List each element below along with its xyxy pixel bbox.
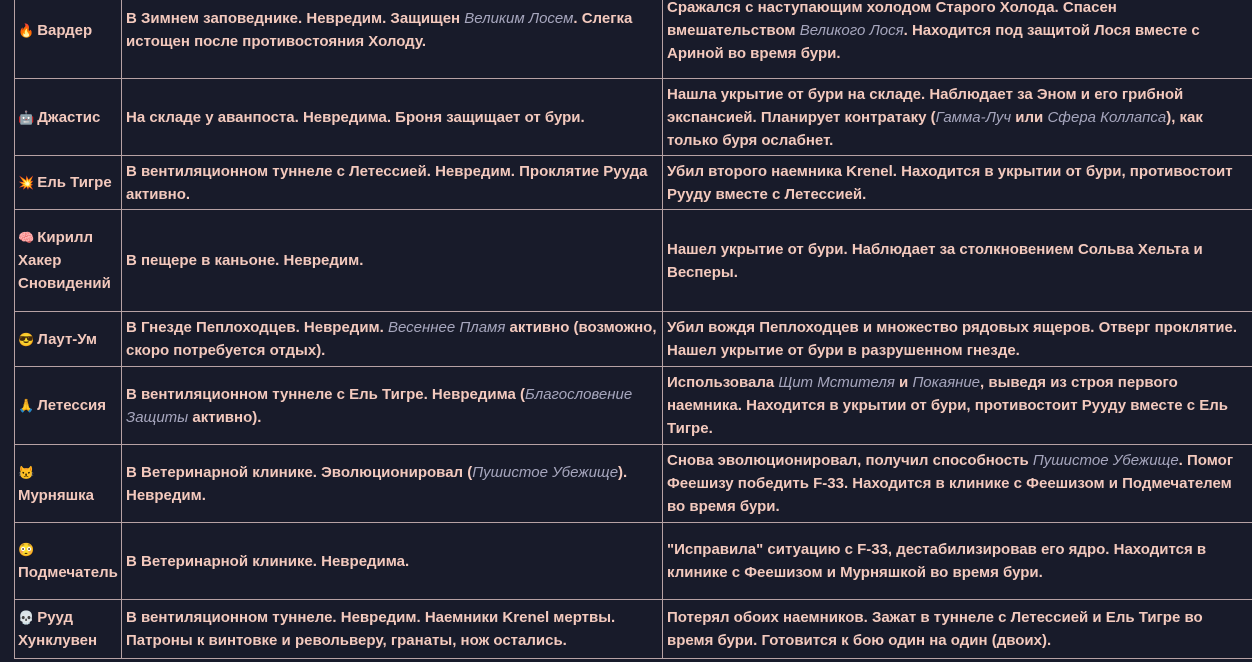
character-name: Мурняшка	[18, 486, 94, 504]
text-fragment: и	[894, 374, 913, 391]
status-text	[126, 163, 647, 203]
ability-name: Гамма-Луч	[935, 108, 1012, 126]
ability-name: Весеннее Пламя	[387, 319, 506, 336]
table-row	[15, 600, 1252, 659]
ability-name: Великого Лося	[799, 21, 904, 39]
character-name: Джастис	[37, 108, 101, 126]
character-status-table-container	[14, 0, 1252, 659]
status-cell	[122, 0, 663, 79]
text-fragment: Потерял обоих наемников. Зажат в туннеле с Летессией и Ель Тигре во время бури. Готовится к бою один на один (двоих).	[667, 609, 1203, 649]
status-cell	[122, 367, 663, 445]
face-icon: 😳	[18, 542, 35, 557]
table-row	[15, 79, 1252, 156]
ability-name: Щит Мстителя	[778, 374, 895, 391]
character-name: Кирилл Хакер Сновидений	[18, 229, 111, 292]
status-text	[126, 109, 585, 126]
status-cell	[122, 79, 663, 156]
text-fragment: , выведя из строя первого наемника. Находится в укрытии от бури, противостоит Рууду вместе с Ель Тигре.	[667, 374, 1228, 437]
actions-text	[667, 319, 1237, 359]
actions-cell	[663, 312, 1252, 367]
actions-cell	[663, 0, 1252, 79]
fire-icon: 🔥	[18, 22, 35, 38]
actions-cell	[663, 156, 1252, 210]
status-text	[126, 609, 615, 649]
table-row	[15, 367, 1252, 445]
status-cell	[122, 600, 663, 659]
text-fragment: . Находится под защитой Лося вместе с Ариной во время бури.	[667, 21, 1200, 62]
text-fragment: В вентиляционном туннеле с Летессией. Невредим. Проклятие Рууда активно.	[126, 162, 648, 203]
text-fragment: Убил второго наемника Krenel. Находится в укрытии от бури, противостоит Рууду вместе с Летессией.	[667, 162, 1233, 203]
table-row	[15, 156, 1252, 210]
character-name: Рууд Хунклувен	[18, 609, 97, 649]
text-fragment: В Зимнем заповеднике. Невредим. Защищен	[126, 10, 465, 27]
sunglasses-face-icon: 😎	[18, 331, 35, 347]
text-fragment: . Слегка истощен после противостояния Холоду.	[126, 10, 633, 50]
character-name: Летессия	[37, 397, 107, 414]
actions-cell	[663, 600, 1252, 659]
text-fragment: В Гнезде Пеплоходцев. Невредим.	[126, 319, 388, 336]
actions-cell	[663, 79, 1252, 156]
text-fragment: активно (возможно, скоро потребуется отдых).	[126, 319, 657, 359]
table-row	[15, 0, 1252, 79]
actions-text	[667, 609, 1203, 649]
actions-cell	[663, 367, 1252, 445]
text-fragment: На складе у аванпоста. Невредима. Броня защищает от бури.	[126, 108, 585, 126]
table-body	[15, 0, 1252, 659]
character-name-cell	[15, 523, 122, 600]
text-fragment: В Ветеринарной клинике. Эволюционировал (	[126, 463, 473, 481]
status-cell	[122, 523, 663, 600]
character-name-cell	[15, 600, 122, 659]
text-fragment: В вентиляционном туннеле с Ель Тигре. Невредима (	[126, 385, 525, 403]
status-cell	[122, 210, 663, 312]
text-fragment: активно).	[188, 408, 262, 426]
table-row	[15, 523, 1252, 600]
text-fragment: В Ветеринарной клинике. Невредима.	[126, 552, 410, 570]
status-text	[126, 553, 409, 570]
ability-name: Покаяние	[912, 374, 981, 391]
text-fragment: "Исправила" ситуацию с F-33, дестабилизировав его ядро. Находится в клинике с Феешизом и Мурняшкой во время бури.	[667, 541, 1207, 581]
actions-text	[667, 452, 1233, 515]
character-name-cell	[15, 0, 122, 79]
text-fragment: ), как только буря ослабнет.	[667, 108, 1203, 149]
status-cell	[122, 312, 663, 367]
character-name-cell	[15, 312, 122, 367]
text-fragment: Убил вождя Пеплоходцев и множество рядовых ящеров. Отверг проклятие. Нашел укрытие от бури в разрушенном гнезде.	[667, 319, 1238, 359]
text-fragment: или	[1011, 108, 1048, 126]
character-name: Подмечатель	[18, 564, 118, 581]
text-fragment: . Помог Феешизу победить F-33. Находится в клинике с Феешизом и Подмечателем во время бури.	[667, 452, 1234, 515]
ability-name: Великим Лосем	[464, 10, 574, 27]
ability-name: Сфера Коллапса	[1047, 108, 1167, 126]
table-row	[15, 210, 1252, 312]
status-text	[126, 386, 632, 426]
character-status-table	[14, 0, 1252, 659]
status-text	[126, 464, 627, 504]
character-name: Лаут-Ум	[37, 330, 97, 348]
text-fragment: ). Невредим.	[126, 463, 628, 504]
text-fragment: В пещере в каньоне. Невредим.	[126, 252, 364, 269]
robot-icon: 🤖	[18, 109, 35, 125]
status-text	[126, 252, 363, 269]
actions-cell	[663, 523, 1252, 600]
actions-text	[667, 163, 1233, 203]
status-cell	[122, 156, 663, 210]
actions-text	[667, 374, 1228, 437]
ability-name: Пушистое Убежище	[472, 463, 619, 481]
text-fragment: В вентиляционном туннеле. Невредим. Наемники Krenel мертвы. Патроны к винтовке и револьверу, гранаты, нож остались.	[126, 609, 616, 649]
praying-hands-icon: 🙏	[18, 398, 35, 413]
actions-text	[667, 86, 1203, 149]
character-name-cell	[15, 79, 122, 156]
character-name: Вардер	[37, 21, 93, 39]
text-fragment: Нашла укрытие от бури на складе. Наблюдает за Эном и его грибной экспансией. Планирует контратаку (	[667, 85, 1184, 126]
actions-text	[667, 541, 1206, 581]
character-name-cell	[15, 210, 122, 312]
text-fragment: Сражался с наступающим холодом Старого Холода. Спасен вмешательством	[667, 0, 1117, 39]
character-name: Ель Тигре	[37, 174, 112, 191]
character-name-cell	[15, 367, 122, 445]
brain-icon: 🧠	[18, 230, 35, 245]
actions-text	[667, 241, 1203, 281]
table-row	[15, 445, 1252, 523]
text-fragment: Использовала	[667, 374, 779, 391]
cat-face-icon: 😾	[18, 464, 35, 480]
text-fragment: Снова эволюционировал, получил способность	[667, 452, 1033, 469]
status-cell	[122, 445, 663, 523]
character-name-cell	[15, 156, 122, 210]
actions-cell	[663, 445, 1252, 523]
character-name-cell	[15, 445, 122, 523]
actions-text	[667, 0, 1200, 62]
status-text	[126, 10, 632, 50]
explosion-icon: 💥	[18, 175, 35, 190]
status-text	[126, 319, 657, 359]
text-fragment: Нашел укрытие от бури. Наблюдает за столкновением Сольва Хельта и Весперы.	[667, 240, 1203, 281]
skull-icon: 💀	[18, 610, 35, 625]
table-row	[15, 312, 1252, 367]
actions-cell	[663, 210, 1252, 312]
ability-name: Пушистое Убежище	[1032, 452, 1179, 469]
ability-name: Благословение Защиты	[126, 385, 633, 426]
